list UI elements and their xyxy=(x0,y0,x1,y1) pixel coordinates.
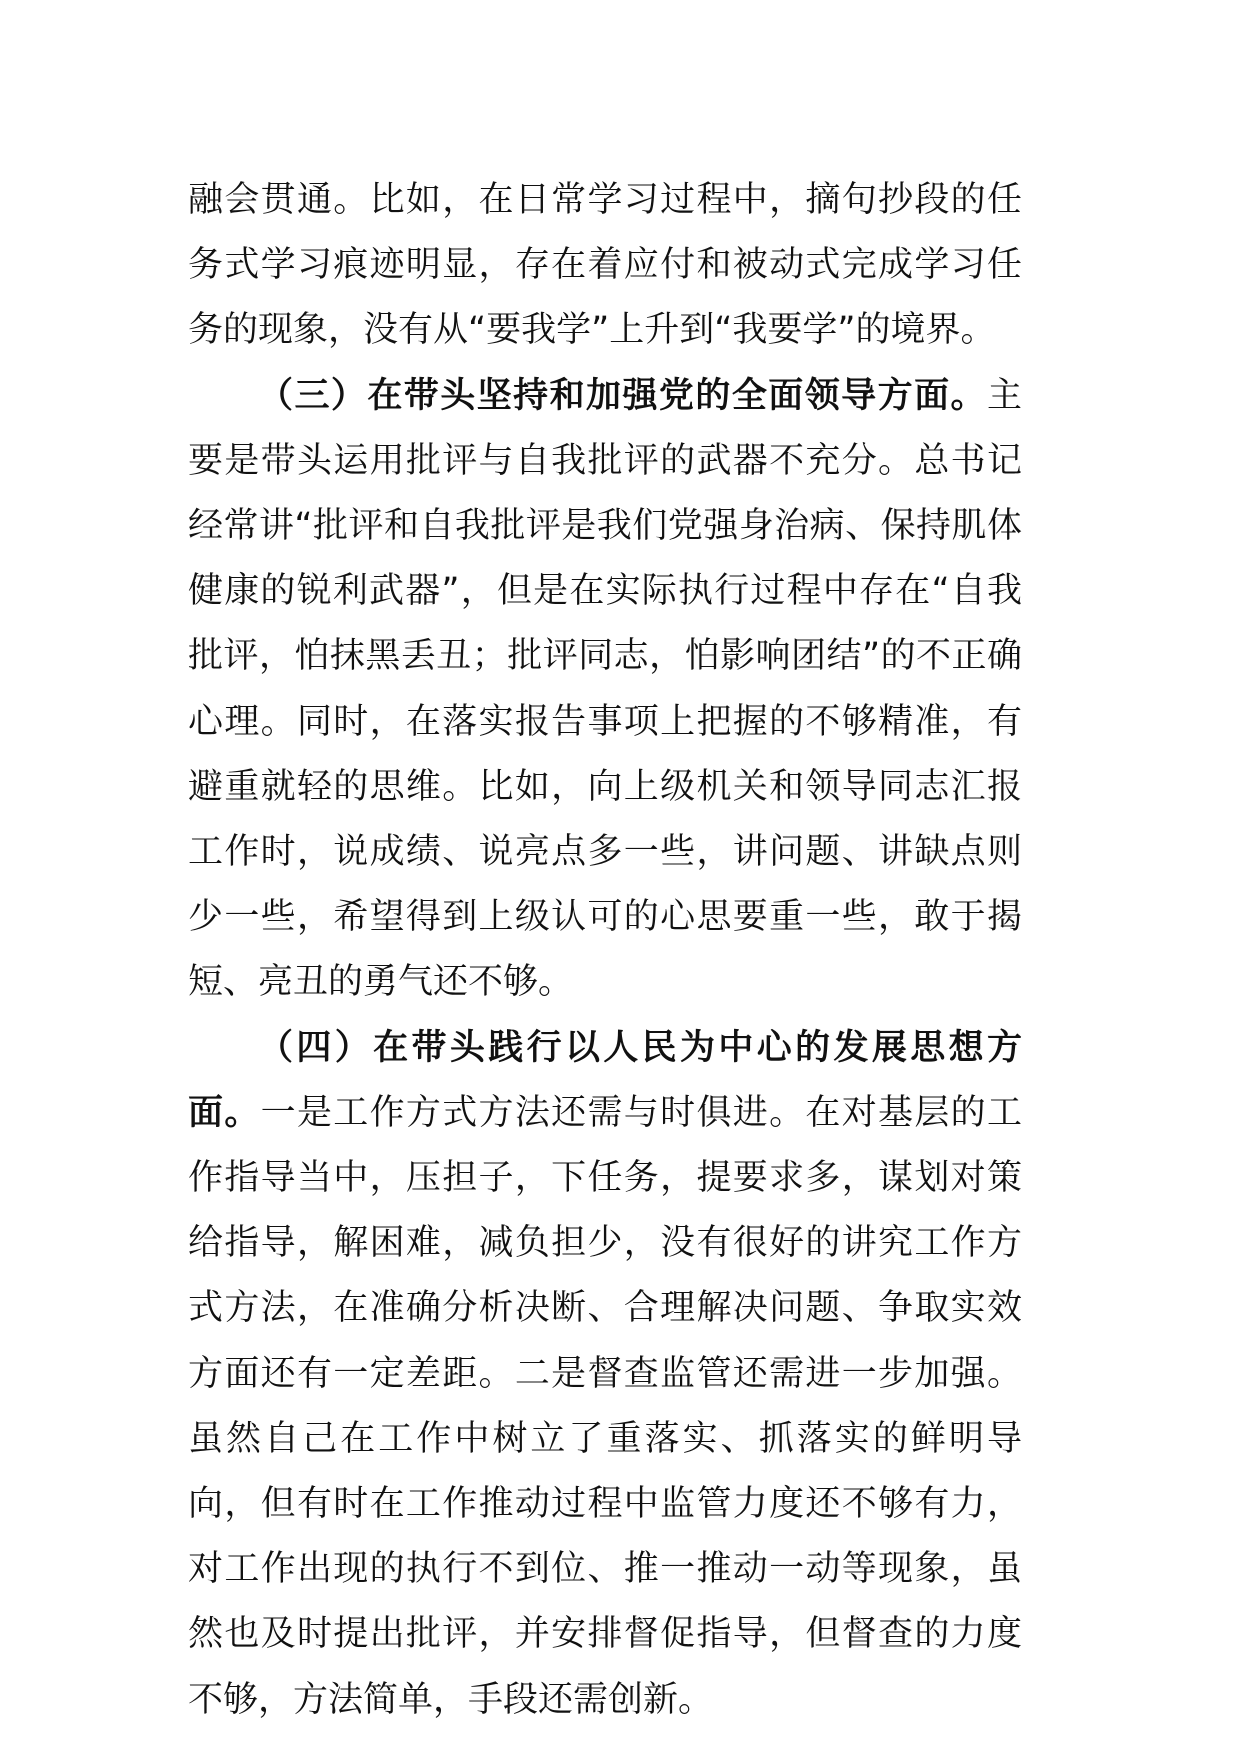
section-heading-three: （三）在带头坚持和加强党的全面领导方面。 xyxy=(258,375,987,416)
paragraph-section-four xyxy=(188,1016,1022,1733)
section-heading-four: （四）在带头践行以人民为中心的发展思想方面。 xyxy=(188,1027,1022,1133)
paragraph-continuation xyxy=(188,168,1022,364)
paragraph-text: 一是工作方式方法还需与时俱进。在对基层的工作指导当中，压担子，下任务，提要求多，谋划对策给指导，解困难，减负担少，没有很好的讲究工作方式方法，在准确分析决断、合理解决问题、争取实效方面还有一定差距。二是督查监管还需进一步加强。虽然自己在工作中树立了重落实、抓落实的鲜明导向，但有时在工作推动过程中监管力度还不够有力，对工作出现的执行不到位、推一推动一动等现象，虽然也及时提出批评，并安排督促指导，但督查的力度不够，方法简单，手段还需创新。 xyxy=(188,1092,1022,1720)
document-body xyxy=(188,168,1022,1733)
paragraph-text: 融会贯通。比如，在日常学习过程中，摘句抄段的任务式学习痕迹明显，存在着应付和被动式完成学习任务的现象，没有从“要我学”上升到“我要学”的境界。 xyxy=(188,180,1022,351)
paragraph-section-three xyxy=(188,364,1022,1016)
paragraph-text: 主要是带头运用批评与自我批评的武器不充分。总书记经常讲“批评和自我批评是我们党强身治病、保持肌体健康的锐利武器”，但是在实际执行过程中存在“自我批评，怕抹黑丢丑；批评同志，怕影响团结”的不正确心理。同时，在落实报告事项上把握的不够精准，有避重就轻的思维。比如，向上级机关和领导同志汇报工作时，说成绩、说亮点多一些，讲问题、讲缺点则少一些，希望得到上级认可的心思要重一些，敢于揭短、亮丑的勇气还不够。 xyxy=(188,375,1022,1003)
